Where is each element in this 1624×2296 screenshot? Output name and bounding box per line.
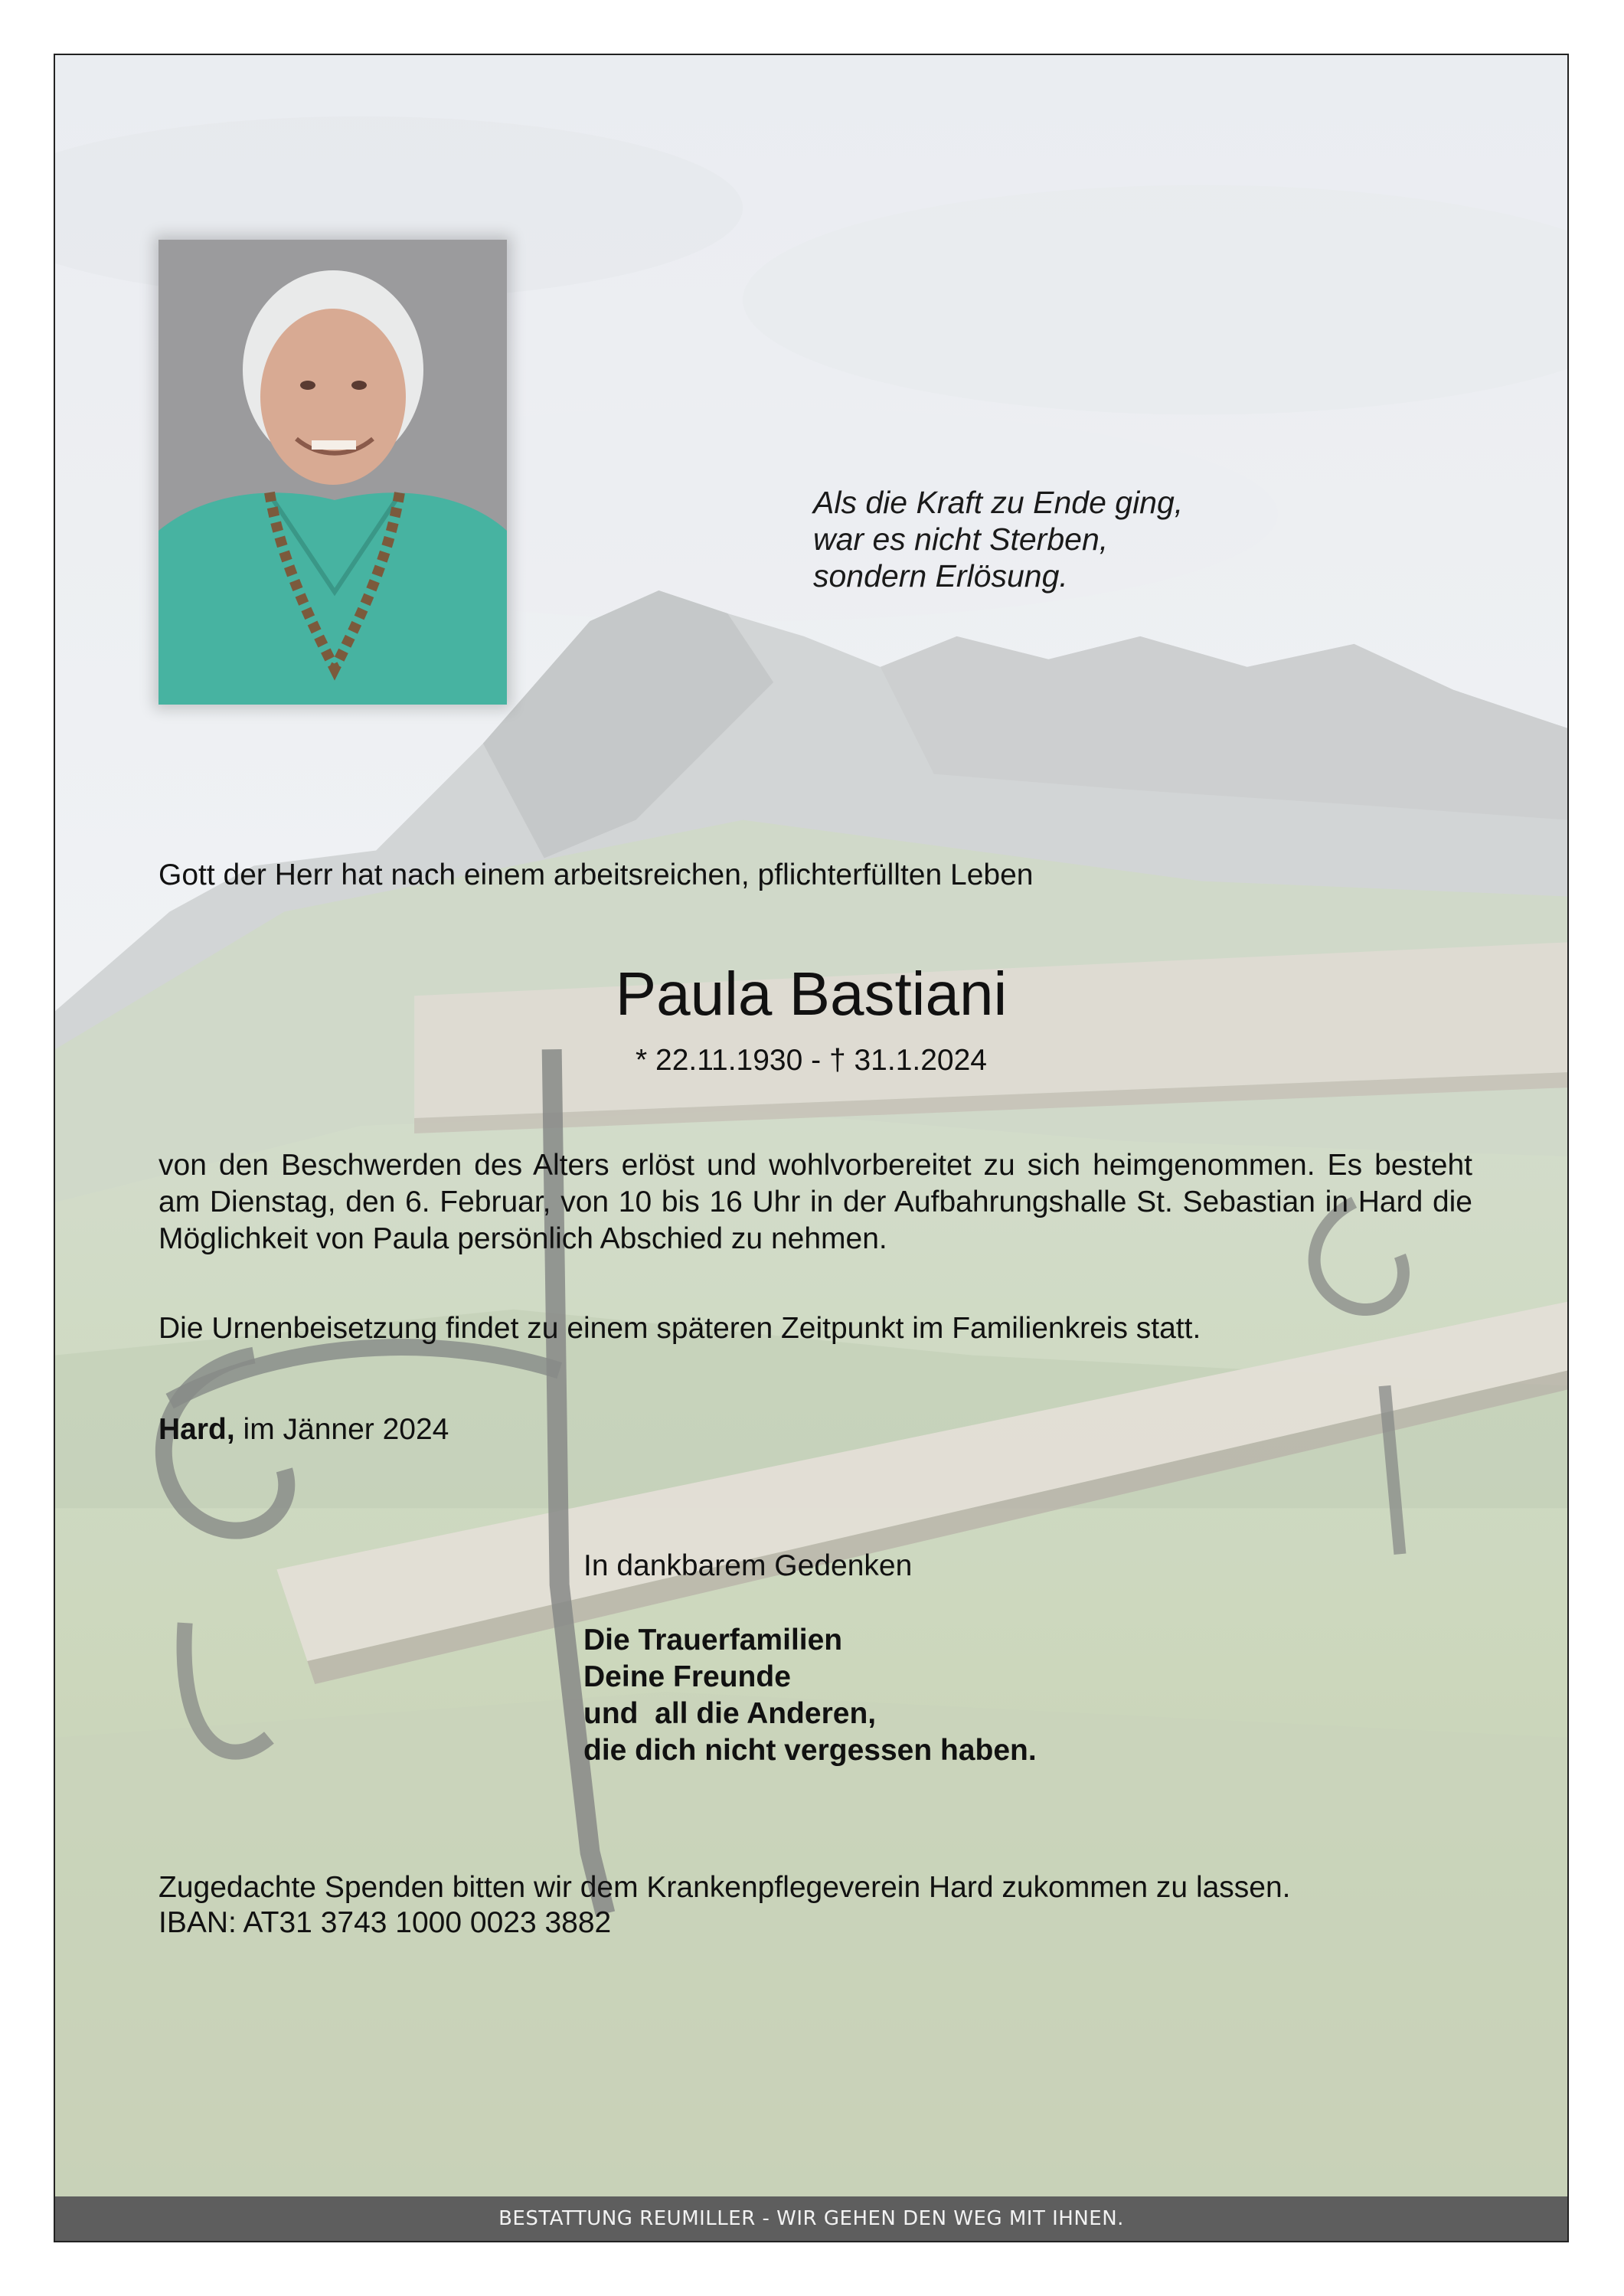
mourners-list: [583, 1622, 1273, 1769]
mourner-line: Deine Freunde: [583, 1660, 791, 1693]
obituary-frame: [54, 54, 1569, 2242]
iban-text: IBAN: AT31 3743 1000 0023 3882: [158, 1906, 612, 1939]
mourner-line: Die Trauerfamilien: [583, 1624, 843, 1657]
deceased-name: Paula Bastiani: [615, 960, 1008, 1028]
announcement-text: von den Beschwerden des Alters erlöst und wohlvorbereitet zu sich heimgenommen. Es besteht am Dienstag, den 6. Februar, von 10 bis 16 Uhr in der Aufbahrungshalle St. Sebastian in Hard die Möglichkeit von Paula persönlich Abschied zu nehmen.: [158, 1149, 1472, 1255]
mourner-line: und all die Anderen,: [583, 1697, 877, 1730]
urn-burial-text: Die Urnenbeisetzung findet zu einem späteren Zeitpunkt im Familienkreis statt.: [158, 1312, 1201, 1345]
donation-info: [158, 1870, 1537, 1941]
place-date-text: im Jänner 2024: [234, 1413, 449, 1446]
life-dates: * 22.11.1930 - † 31.1.2024: [636, 1044, 987, 1077]
quote-line: Als die Kraft zu Ende ging,: [813, 485, 1184, 520]
funeral-home-footer: BESTATTUNG REUMILLER - WIR GEHEN DEN WEG MIT IHNEN.: [55, 2196, 1567, 2241]
place-city: Hard,: [158, 1413, 235, 1446]
quote-line: sondern Erlösung.: [813, 558, 1068, 594]
portrait-photo: [158, 240, 507, 705]
place-date: [158, 1412, 924, 1447]
memorial-quote: [813, 484, 1349, 594]
donation-text: Zugedachte Spenden bitten wir dem Krankenpflegeverein Hard zukommen zu lassen.: [158, 1871, 1291, 1904]
mourner-line: die dich nicht vergessen haben.: [583, 1734, 1037, 1767]
quote-line: war es nicht Sterben,: [813, 522, 1109, 557]
intro-text: Gott der Herr hat nach einem arbeitsreichen, pflichterfüllten Leben: [158, 859, 1034, 891]
in-memory-text: In dankbarem Gedenken: [583, 1549, 913, 1582]
